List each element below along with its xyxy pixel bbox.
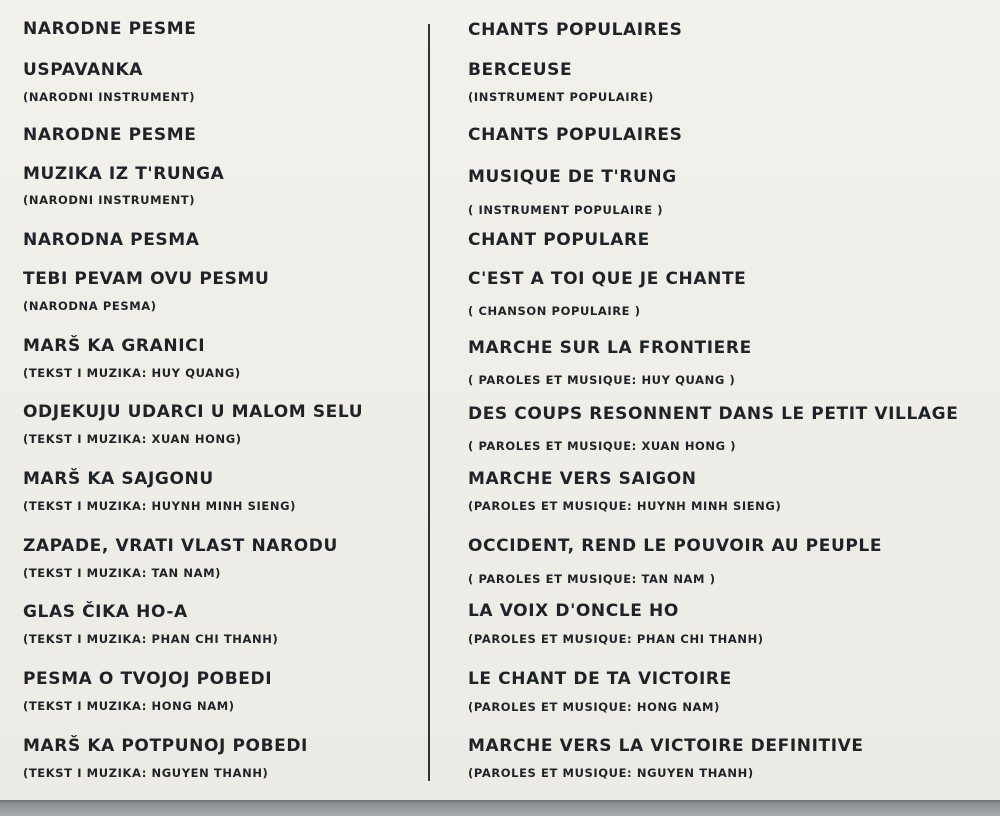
song-title-sr: PESMA O TVOJOJ POBEDI [23,669,273,689]
song-title-sr: NARODNE PESME [23,125,197,145]
song-credit-fr: ( CHANSON POPULAIRE ) [468,304,641,318]
song-credit-sr: (TEKST I MUZIKA: NGUYEN THANH) [23,766,269,780]
song-credit-fr: ( PAROLES ET MUSIQUE: XUAN HONG ) [468,439,737,453]
song-title-fr: CHANTS POPULAIRES [468,125,683,145]
song-title-fr: LE CHANT DE TA VICTOIRE [468,669,732,689]
song-title-fr: BERCEUSE [468,60,573,80]
song-title-fr: MARCHE VERS SAIGON [468,469,697,489]
song-title-fr: LA VOIX D'ONCLE HO [468,601,679,621]
song-credit-sr: (NARODNA PESMA) [23,299,157,313]
song-title-sr: MARŠ KA GRANICI [23,336,206,356]
song-title-fr: CHANT POPULARE [468,230,650,250]
song-credit-sr: (TEKST I MUZIKA: XUAN HONG) [23,432,242,446]
song-title-sr: NARODNA PESMA [23,230,200,250]
song-credit-fr: ( PAROLES ET MUSIQUE: HUY QUANG ) [468,373,736,387]
song-title-sr: ODJEKUJU UDARCI U MALOM SELU [23,402,364,422]
song-credit-fr: ( PAROLES ET MUSIQUE: TAN NAM ) [468,572,716,586]
column-divider [428,24,430,781]
song-title-sr: MUZIKA IZ T'RUNGA [23,164,225,184]
song-credit-fr: (PAROLES ET MUSIQUE: HUYNH MINH SIENG) [468,499,782,513]
song-title-fr: OCCIDENT, REND LE POUVOIR AU PEUPLE [468,536,883,556]
song-title-fr: MARCHE SUR LA FRONTIERE [468,338,752,358]
song-credit-fr: (PAROLES ET MUSIQUE: HONG NAM) [468,700,720,714]
song-title-fr: MARCHE VERS LA VICTOIRE DEFINITIVE [468,736,864,756]
song-title-fr: DES COUPS RESONNENT DANS LE PETIT VILLAGE [468,404,959,424]
song-credit-sr: (TEKST I MUZIKA: HONG NAM) [23,699,235,713]
song-credit-sr: (TEKST I MUZIKA: HUYNH MINH SIENG) [23,499,296,513]
song-credit-fr: (PAROLES ET MUSIQUE: NGUYEN THANH) [468,766,754,780]
song-title-fr: CHANTS POPULAIRES [468,20,683,40]
song-title-sr: MARŠ KA POTPUNOJ POBEDI [23,736,308,756]
song-title-sr: GLAS ČIKA HO-A [23,602,188,622]
song-credit-sr: (TEKST I MUZIKA: TAN NAM) [23,566,222,580]
song-title-fr: C'EST A TOI QUE JE CHANTE [468,269,747,289]
song-title-fr: MUSIQUE DE T'RUNG [468,167,677,187]
song-credit-sr: (NARODNI INSTRUMENT) [23,193,196,207]
song-credit-sr: (TEKST I MUZIKA: PHAN CHI THANH) [23,632,279,646]
song-title-sr: TEBI PEVAM OVU PESMU [23,269,270,289]
song-title-sr: ZAPADE, VRATI VLAST NARODU [23,536,338,556]
song-title-sr: MARŠ KA SAJGONU [23,469,214,489]
song-credit-fr: ( INSTRUMENT POPULAIRE ) [468,203,664,217]
song-credit-sr: (TEKST I MUZIKA: HUY QUANG) [23,366,241,380]
song-title-sr: USPAVANKA [23,60,144,80]
song-credit-fr: (PAROLES ET MUSIQUE: PHAN CHI THANH) [468,632,764,646]
song-credit-fr: (INSTRUMENT POPULAIRE) [468,90,654,104]
song-title-sr: NARODNE PESME [23,19,197,39]
song-credit-sr: (NARODNI INSTRUMENT) [23,90,196,104]
scan-bottom-edge [0,800,1000,816]
